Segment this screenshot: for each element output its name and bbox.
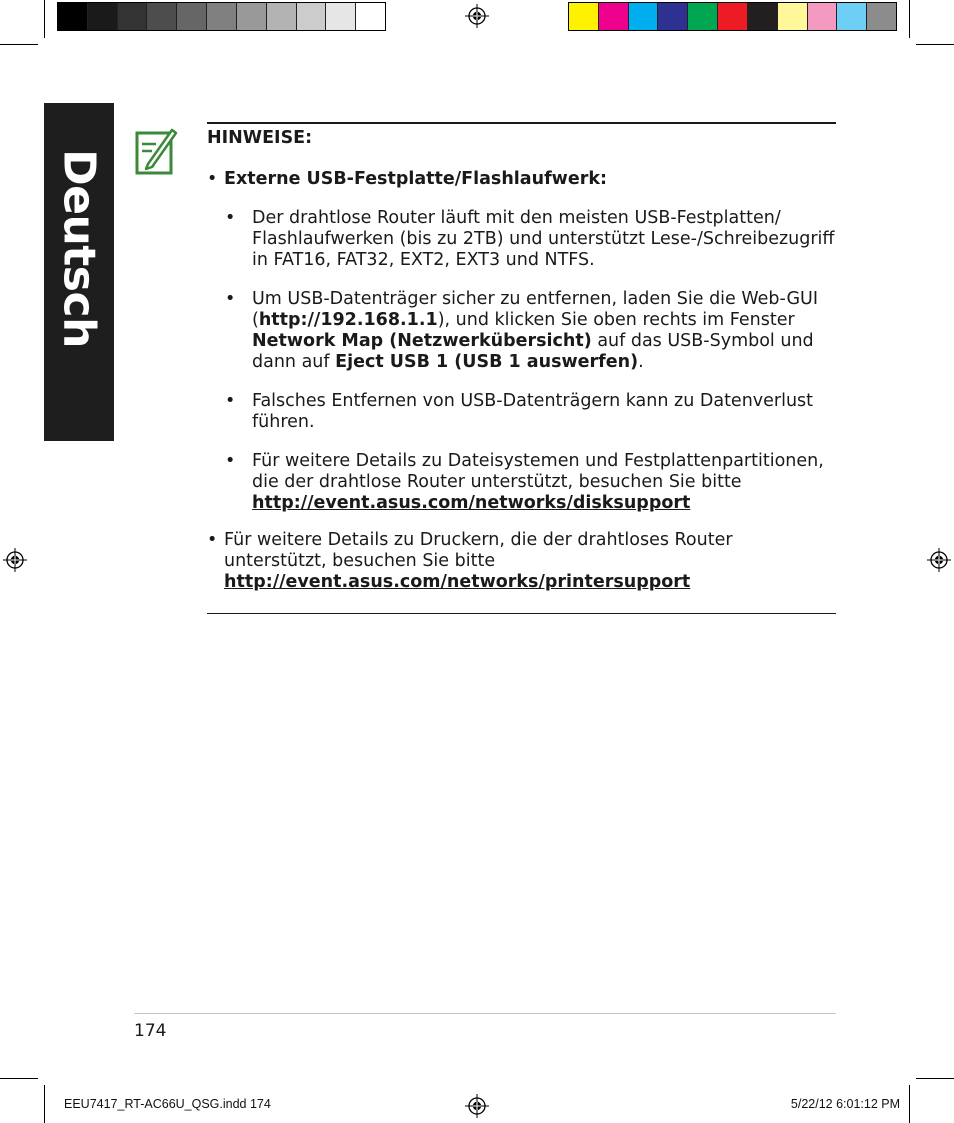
- sub-item-text: .: [638, 352, 644, 372]
- sub-list-item: [207, 391, 839, 433]
- note-pencil-icon: [134, 124, 178, 176]
- sub-item-text: Für weitere Details zu Dateisystemen und Festplattenpartitionen, die der drahtlose Router unterstützt, besuchen Sie bitte: [252, 451, 824, 492]
- crop-mark: [909, 0, 910, 38]
- webgui-address: http://192.168.1.1: [258, 310, 438, 330]
- bullet: •: [225, 391, 236, 411]
- sub-item-text: Um USB-Datenträger sicher zu entfernen, laden Sie die Web-GUI (: [252, 289, 819, 330]
- item-text: Für weitere Details zu Druckern, die der drahtloses Router unterstützt, besuchen Sie bitte: [224, 530, 733, 571]
- color-swatch: [297, 3, 327, 30]
- color-swatch: [778, 3, 808, 30]
- bullet: •: [225, 208, 236, 228]
- crop-mark: [44, 1085, 45, 1123]
- color-swatch: [326, 3, 356, 30]
- color-swatch: [267, 3, 297, 30]
- registration-mark-icon: [927, 548, 951, 572]
- bullet: •: [207, 530, 218, 550]
- sub-list-item: [207, 289, 839, 373]
- color-swatch: [599, 3, 629, 30]
- crop-mark: [916, 44, 954, 45]
- color-swatch: [118, 3, 148, 30]
- note-block: [207, 128, 839, 593]
- list-item: [207, 169, 839, 190]
- printersupport-link[interactable]: http://event.asus.com/networks/printersupport: [224, 572, 691, 592]
- page-number: 174: [134, 1021, 167, 1041]
- sub-item-text: auf das USB-Symbol und dann auf: [252, 331, 814, 372]
- crop-mark: [0, 1078, 38, 1079]
- color-swatch: [88, 3, 118, 30]
- language-tab: [44, 103, 114, 441]
- item-title: Externe USB-Festplatte/Flashlaufwerk:: [224, 169, 607, 189]
- gray-color-bar: [57, 2, 386, 31]
- color-swatch: [569, 3, 599, 30]
- color-swatch: [808, 3, 838, 30]
- disksupport-link[interactable]: http://event.asus.com/networks/disksupport: [252, 493, 691, 513]
- registration-mark-icon: [465, 1094, 489, 1118]
- registration-mark-icon: [465, 4, 489, 28]
- sub-item-text: ), und klicken Sie oben rechts im Fenster: [437, 310, 795, 330]
- sub-item-text: Falsches Entfernen von USB-Datenträgern kann zu Datenverlust führen.: [252, 391, 814, 432]
- color-swatch: [356, 3, 385, 30]
- bullet: •: [225, 289, 236, 309]
- bullet: •: [225, 451, 236, 471]
- sub-list-item: [207, 208, 839, 271]
- color-swatch: [867, 3, 896, 30]
- process-color-bar: [568, 2, 897, 31]
- color-swatch: [177, 3, 207, 30]
- crop-mark: [44, 0, 45, 38]
- color-swatch: [748, 3, 778, 30]
- note-heading: HINWEISE:: [207, 128, 313, 148]
- color-swatch: [58, 3, 88, 30]
- registration-mark-icon: [3, 548, 27, 572]
- color-swatch: [207, 3, 237, 30]
- timestamp-slug: 5/22/12 6:01:12 PM: [790, 1097, 900, 1111]
- note-top-rule: [207, 122, 836, 124]
- color-swatch: [837, 3, 867, 30]
- file-name-slug: EEU7417_RT-AC66U_QSG.indd 174: [64, 1097, 271, 1111]
- crop-mark: [0, 44, 38, 45]
- eject-usb-label: Eject USB 1 (USB 1 auswerfen): [335, 352, 639, 372]
- bullet: •: [207, 169, 218, 189]
- color-swatch: [237, 3, 267, 30]
- color-swatch: [688, 3, 718, 30]
- footer-rule: [134, 1013, 836, 1014]
- color-swatch: [718, 3, 748, 30]
- crop-mark: [916, 1078, 954, 1079]
- color-swatch: [658, 3, 688, 30]
- crop-mark: [909, 1085, 910, 1123]
- list-item: [207, 530, 839, 593]
- network-map-label: Network Map (Netzwerkübersicht): [252, 331, 592, 351]
- color-swatch: [147, 3, 177, 30]
- language-tab-label: Deutsch: [53, 149, 105, 348]
- color-swatch: [629, 3, 659, 30]
- sub-list-item: [207, 451, 839, 514]
- note-bottom-rule: [207, 613, 836, 614]
- sub-item-text: Der drahtlose Router läuft mit den meisten USB-Festplatten/ Flashlaufwerken (bis zu 2TB) und unterstützt Lese-/Schreibezugriff in FAT16, FAT32, EXT2, EXT3 und NTFS.: [252, 208, 835, 270]
